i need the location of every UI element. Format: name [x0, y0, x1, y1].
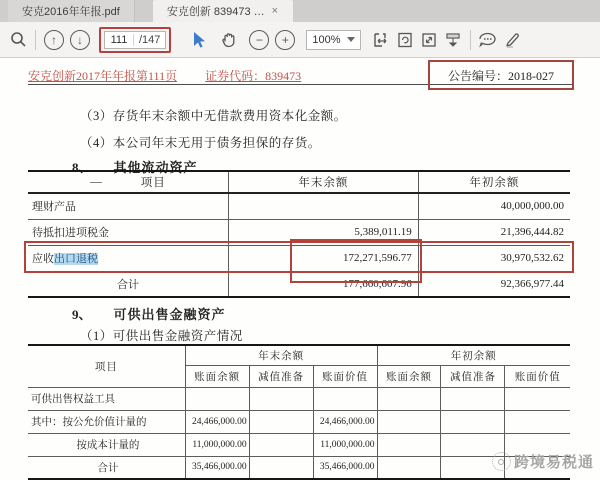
- group-header-year-end: 年末余额: [185, 345, 377, 365]
- table-total-row: [28, 271, 570, 297]
- section9-title: 可供出售金融资产: [113, 307, 226, 322]
- selected-text-export-tax-rebate[interactable]: 出口退税: [54, 253, 98, 265]
- subheader-book-value: 账面价值: [313, 365, 377, 387]
- cell-value: 24,466,000.00: [313, 410, 377, 433]
- fit-width-button[interactable]: [369, 28, 393, 52]
- page-total-label: /147: [133, 34, 165, 46]
- pdf-page: [0, 58, 600, 480]
- page-number-field: [104, 31, 166, 49]
- cell-value: [377, 456, 441, 479]
- pdf-toolbar: [0, 22, 600, 58]
- cell-value: [249, 387, 313, 410]
- subheader-book-balance: 账面余额: [185, 365, 249, 387]
- table-row: [28, 219, 570, 245]
- paragraph-item3: （3）存货年末余额中无借款费用资本化金额。: [80, 109, 347, 123]
- cell-value: [313, 387, 377, 410]
- cell-value: 24,466,000.00: [185, 410, 249, 433]
- highlighter-icon: [502, 31, 521, 49]
- actual-size-icon: [420, 31, 438, 49]
- total-label: 合计: [117, 278, 140, 291]
- cell-value: [249, 433, 313, 456]
- row-item-label: 可供出售权益工具: [28, 387, 185, 410]
- cell-value: 35,466,000.00: [313, 456, 377, 479]
- row-year-end-value: [229, 193, 419, 219]
- security-code: 证券代码：839473: [205, 69, 302, 83]
- column-header-item: 项目: [28, 345, 185, 387]
- afs-financial-assets-table: [28, 344, 570, 480]
- page-number-annotation-box: [99, 27, 171, 53]
- table-header-row: [28, 171, 570, 193]
- section8-number: 8、: [72, 160, 92, 175]
- scroll-mode-icon: [444, 31, 462, 49]
- report-page-ref: 安克创新2017年年报第111页: [28, 69, 178, 83]
- tab-bar: [0, 0, 600, 22]
- table-header-group-row: [28, 345, 570, 365]
- search-button[interactable]: [6, 28, 30, 52]
- watermark: [492, 451, 594, 472]
- hand-tool-button[interactable]: [217, 28, 241, 52]
- announcement-number-box: [428, 60, 574, 90]
- row-item-prefix: 应收: [32, 253, 54, 265]
- column-header-year-end: 年末余额: [229, 171, 419, 193]
- column-header-item: 项目: [140, 177, 166, 189]
- row-item-label: 其中：按公允价值计量的: [28, 410, 185, 433]
- other-current-assets-table-wrap: [28, 170, 570, 298]
- zoom-in-button[interactable]: [275, 30, 295, 50]
- cell-value: [441, 387, 505, 410]
- table-row: [28, 193, 570, 219]
- cell-value: 35,466,000.00: [185, 456, 249, 479]
- group-header-year-begin: 年初余额: [377, 345, 570, 365]
- select-tool-button[interactable]: [187, 28, 211, 52]
- comment-icon: [478, 31, 497, 49]
- watermark-logo-icon: [492, 452, 511, 471]
- row-year-begin-value: 40,000,000.00: [418, 193, 570, 219]
- zoom-level-value: 100%: [312, 33, 341, 46]
- toolbar-divider: [35, 30, 36, 50]
- table-row: [28, 387, 570, 410]
- subheader-impairment: 减值准备: [441, 365, 505, 387]
- chevron-down-icon: [347, 37, 355, 42]
- next-page-button[interactable]: [70, 30, 90, 50]
- subheader-book-value: 账面价值: [505, 365, 570, 387]
- table-row-export-tax-rebate: [28, 245, 570, 271]
- export-rebate-year-end-value: 172,271,596.77: [229, 245, 419, 271]
- export-rebate-year-begin-value: 30,970,532.62: [418, 245, 570, 271]
- page-number-input[interactable]: [105, 32, 133, 48]
- rotate-view-button[interactable]: [393, 28, 417, 52]
- cell-value: [377, 387, 441, 410]
- actual-size-button[interactable]: [417, 28, 441, 52]
- row-year-end-value: 5,389,011.19: [229, 219, 419, 245]
- rotate-view-icon: [396, 31, 414, 49]
- cell-value: 11,000,000.00: [185, 433, 249, 456]
- cell-value: [441, 410, 505, 433]
- highlight-button[interactable]: [500, 28, 524, 52]
- arrow-down-icon: ↓: [77, 32, 83, 47]
- cell-value: [505, 387, 570, 410]
- header-dash: —: [90, 176, 103, 188]
- report-reference-text: [28, 67, 301, 84]
- cell-value: [505, 410, 570, 433]
- minus-icon: −: [255, 32, 263, 47]
- tab-previous-pdf[interactable]: [8, 0, 135, 22]
- section9-subheading: （1）可供出售金融资产情况: [80, 329, 243, 343]
- cell-value: [377, 410, 441, 433]
- subheader-impairment: 减值准备: [249, 365, 313, 387]
- cell-value: [249, 410, 313, 433]
- search-icon: [10, 31, 27, 48]
- cursor-arrow-icon: [191, 31, 207, 49]
- previous-page-button[interactable]: [44, 30, 64, 50]
- section9-heading: [72, 304, 226, 323]
- tab-label: 安克2016年年报.pdf: [22, 6, 120, 18]
- tab-close-icon[interactable]: ×: [271, 5, 279, 17]
- section9-number: 9、: [72, 307, 92, 322]
- cell-value: 11,000,000.00: [313, 433, 377, 456]
- section8-title: 其他流动资产: [113, 160, 198, 175]
- row-year-begin-value: 21,396,444.82: [418, 219, 570, 245]
- arrow-up-icon: ↑: [51, 32, 57, 47]
- tab-label: 安克创新 839473 …: [166, 6, 265, 18]
- total-year-begin-value: 92,366,977.44: [418, 271, 570, 297]
- zoom-level-dropdown[interactable]: [306, 30, 360, 50]
- cell-value: [249, 456, 313, 479]
- column-header-year-begin: 年初余额: [418, 171, 570, 193]
- cell-value: [377, 433, 441, 456]
- hand-icon: [220, 31, 238, 49]
- watermark-text: 跨境易税通: [513, 454, 594, 471]
- paragraph-item4: （4）本公司年末无用于债务担保的存货。: [80, 136, 321, 150]
- row-item-label: 按成本计量的: [28, 433, 185, 456]
- zoom-out-button[interactable]: [249, 30, 269, 50]
- afs-financial-assets-table-wrap: [28, 344, 570, 480]
- table-row: [28, 433, 570, 456]
- other-current-assets-table: [28, 170, 570, 298]
- toolbar-divider: [470, 30, 471, 50]
- cell-value: [185, 387, 249, 410]
- tab-current-pdf[interactable]: [153, 0, 293, 22]
- subheader-book-balance: 账面余额: [377, 365, 441, 387]
- announcement-number: 公告编号：2018-027: [448, 68, 554, 83]
- row-item-label: 待抵扣进项税金: [28, 219, 229, 245]
- row-item-label: 理财产品: [28, 193, 229, 219]
- fit-width-icon: [372, 31, 390, 49]
- total-label: 合计: [28, 456, 185, 479]
- comment-button[interactable]: [476, 28, 500, 52]
- table-total-row: [28, 456, 570, 479]
- total-year-end-value: 177,660,607.96: [229, 271, 419, 297]
- plus-icon: +: [281, 32, 289, 47]
- table-row: [28, 410, 570, 433]
- scroll-mode-button[interactable]: [441, 28, 465, 52]
